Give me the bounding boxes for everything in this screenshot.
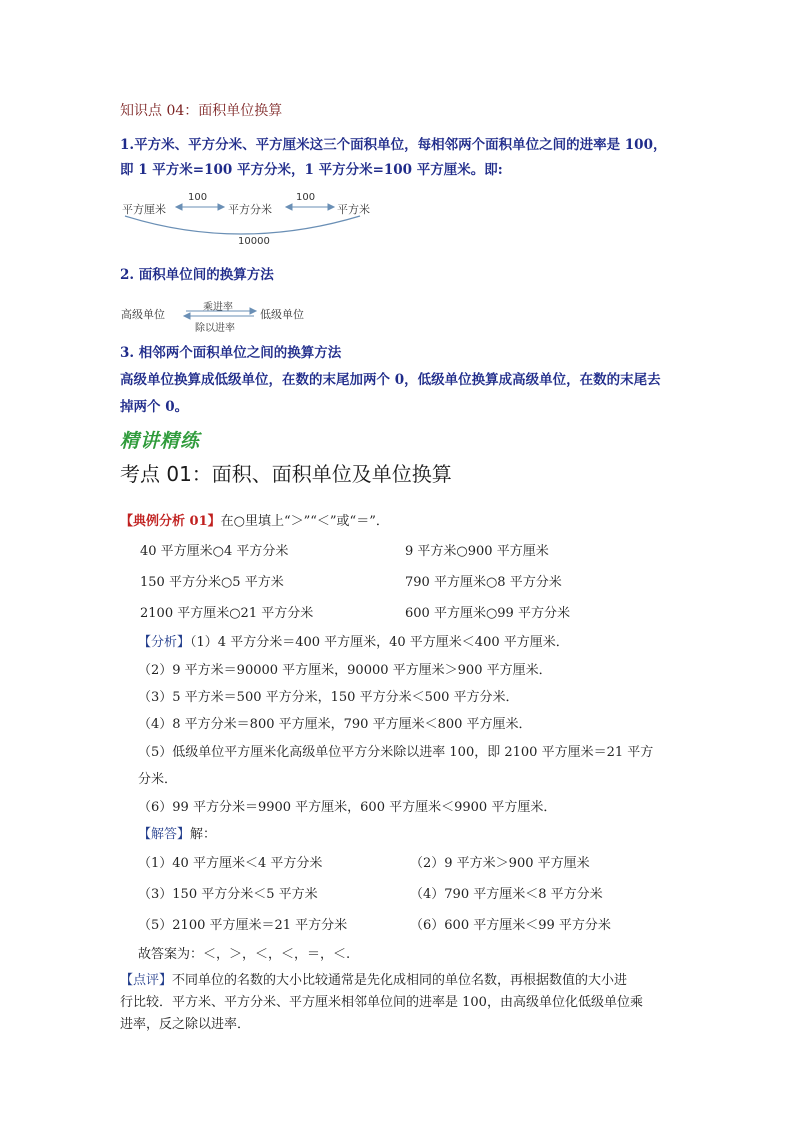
analysis-line-7: （6）99 平方分米＝9900 平方厘米，600 平方厘米＜9900 平方厘米． — [138, 800, 557, 815]
arc-total — [125, 216, 360, 234]
answer-item-1: （1）40 平方厘米＜4 平方分米 — [138, 856, 323, 871]
section-banner: 精讲精练 — [120, 430, 201, 452]
diagram-rate-total: 10000 — [238, 236, 270, 247]
example-item-5: 2100 平方厘米○21 平方分米 — [140, 606, 314, 621]
diagram2-divide-label: 除以进率 — [195, 323, 235, 334]
example-item-3: 150 平方分米○5 平方米 — [140, 575, 284, 590]
point3-title: 3. 相邻两个面积单位之间的换算方法 — [120, 345, 342, 361]
review-line-1 — [120, 969, 627, 988]
analysis-line-1 — [138, 631, 569, 650]
analysis-line-6: 分米． — [138, 772, 178, 787]
diagram-unit-dm2: 平方分米 — [228, 203, 272, 216]
knowledge-point-title: 知识点 04：面积单位换算 — [120, 103, 283, 119]
point2-title: 2. 面积单位间的换算方法 — [120, 267, 274, 283]
diagram-unit-m2: 平方米 — [337, 203, 370, 216]
review-text-1: 不同单位的名数的大小比较通常是先化成相同的单位名数，再根据数值的大小进 — [172, 973, 628, 988]
analysis-tag: 【分析】 — [138, 635, 191, 650]
point1-line2: 即 1 平方米=100 平方分米，1 平方分米=100 平方厘米。即: — [120, 162, 503, 178]
answer-item-6: （6）600 平方厘米＜99 平方分米 — [410, 918, 611, 933]
example-item-1: 40 平方厘米○4 平方分米 — [140, 544, 289, 559]
diagram2-arrows — [180, 306, 260, 322]
analysis-line-5: （5）低级单位平方厘米化高级单位平方分米除以进率 100，即 2100 平方厘米＝21 平方 — [138, 745, 654, 760]
diagram1-arrows — [110, 190, 390, 240]
analysis-line-4: （4）8 平方分米＝800 平方厘米，790 平方厘米＜800 平方厘米． — [138, 717, 532, 732]
point3-line1: 高级单位换算成低级单位，在数的末尾加两个 0，低级单位换算成高级单位，在数的末尾去 — [120, 372, 661, 388]
example-prompt: 在○里填上“＞”“＜”或“＝”． — [220, 514, 389, 529]
diagram2-low-unit: 低级单位 — [260, 308, 304, 321]
analysis-text-1: （1）4 平方分米＝400 平方厘米，40 平方厘米＜400 平方厘米． — [190, 635, 569, 650]
review-tag: 【点评】 — [120, 973, 173, 988]
answer-tag: 【解答】 — [138, 827, 191, 842]
diagram-unit-cm2: 平方厘米 — [122, 203, 166, 216]
diagram2-high-unit: 高级单位 — [121, 308, 165, 321]
example-item-2: 9 平方米○900 平方厘米 — [405, 544, 549, 559]
review-line-2: 行比较．平方米、平方分米、平方厘米相邻单位间的进率是 100，由高级单位化低级单位乘 — [120, 995, 643, 1010]
analysis-line-2: （2）9 平方米＝90000 平方厘米，90000 平方厘米＞900 平方厘米． — [138, 663, 552, 678]
kaodian-title: 考点 01：面积、面积单位及单位换算 — [120, 462, 452, 486]
example-item-6: 600 平方厘米○99 平方分米 — [405, 606, 570, 621]
answer-final: 故答案为：＜，＞，＜，＜，＝，＜. — [138, 947, 351, 962]
example-header — [120, 510, 389, 529]
answer-item-5: （5）2100 平方厘米＝21 平方分米 — [138, 918, 348, 933]
diagram-rate-b: 100 — [296, 192, 316, 203]
diagram2-multiply-label: 乘进率 — [203, 302, 233, 313]
answer-item-2: （2）9 平方米＞900 平方厘米 — [410, 856, 590, 871]
point1-line1: 1.平方米、平方分米、平方厘米这三个面积单位，每相邻两个面积单位之间的进率是 100， — [120, 137, 667, 153]
point3-line2: 掉两个 0。 — [120, 399, 189, 415]
answer-item-4: （4）790 平方厘米＜8 平方分米 — [410, 887, 603, 902]
answer-item-3: （3）150 平方分米＜5 平方米 — [138, 887, 318, 902]
review-line-3: 进率，反之除以进率． — [120, 1017, 251, 1032]
analysis-line-3: （3）5 平方米＝500 平方分米，150 平方分米＜500 平方分米． — [138, 690, 519, 705]
example-tag: 【典例分析 01】 — [120, 514, 221, 529]
diagram-rate-a: 100 — [188, 192, 208, 203]
example-item-4: 790 平方厘米○8 平方分米 — [405, 575, 562, 590]
answer-lead: 解： — [190, 827, 217, 842]
answer-header — [138, 823, 216, 842]
